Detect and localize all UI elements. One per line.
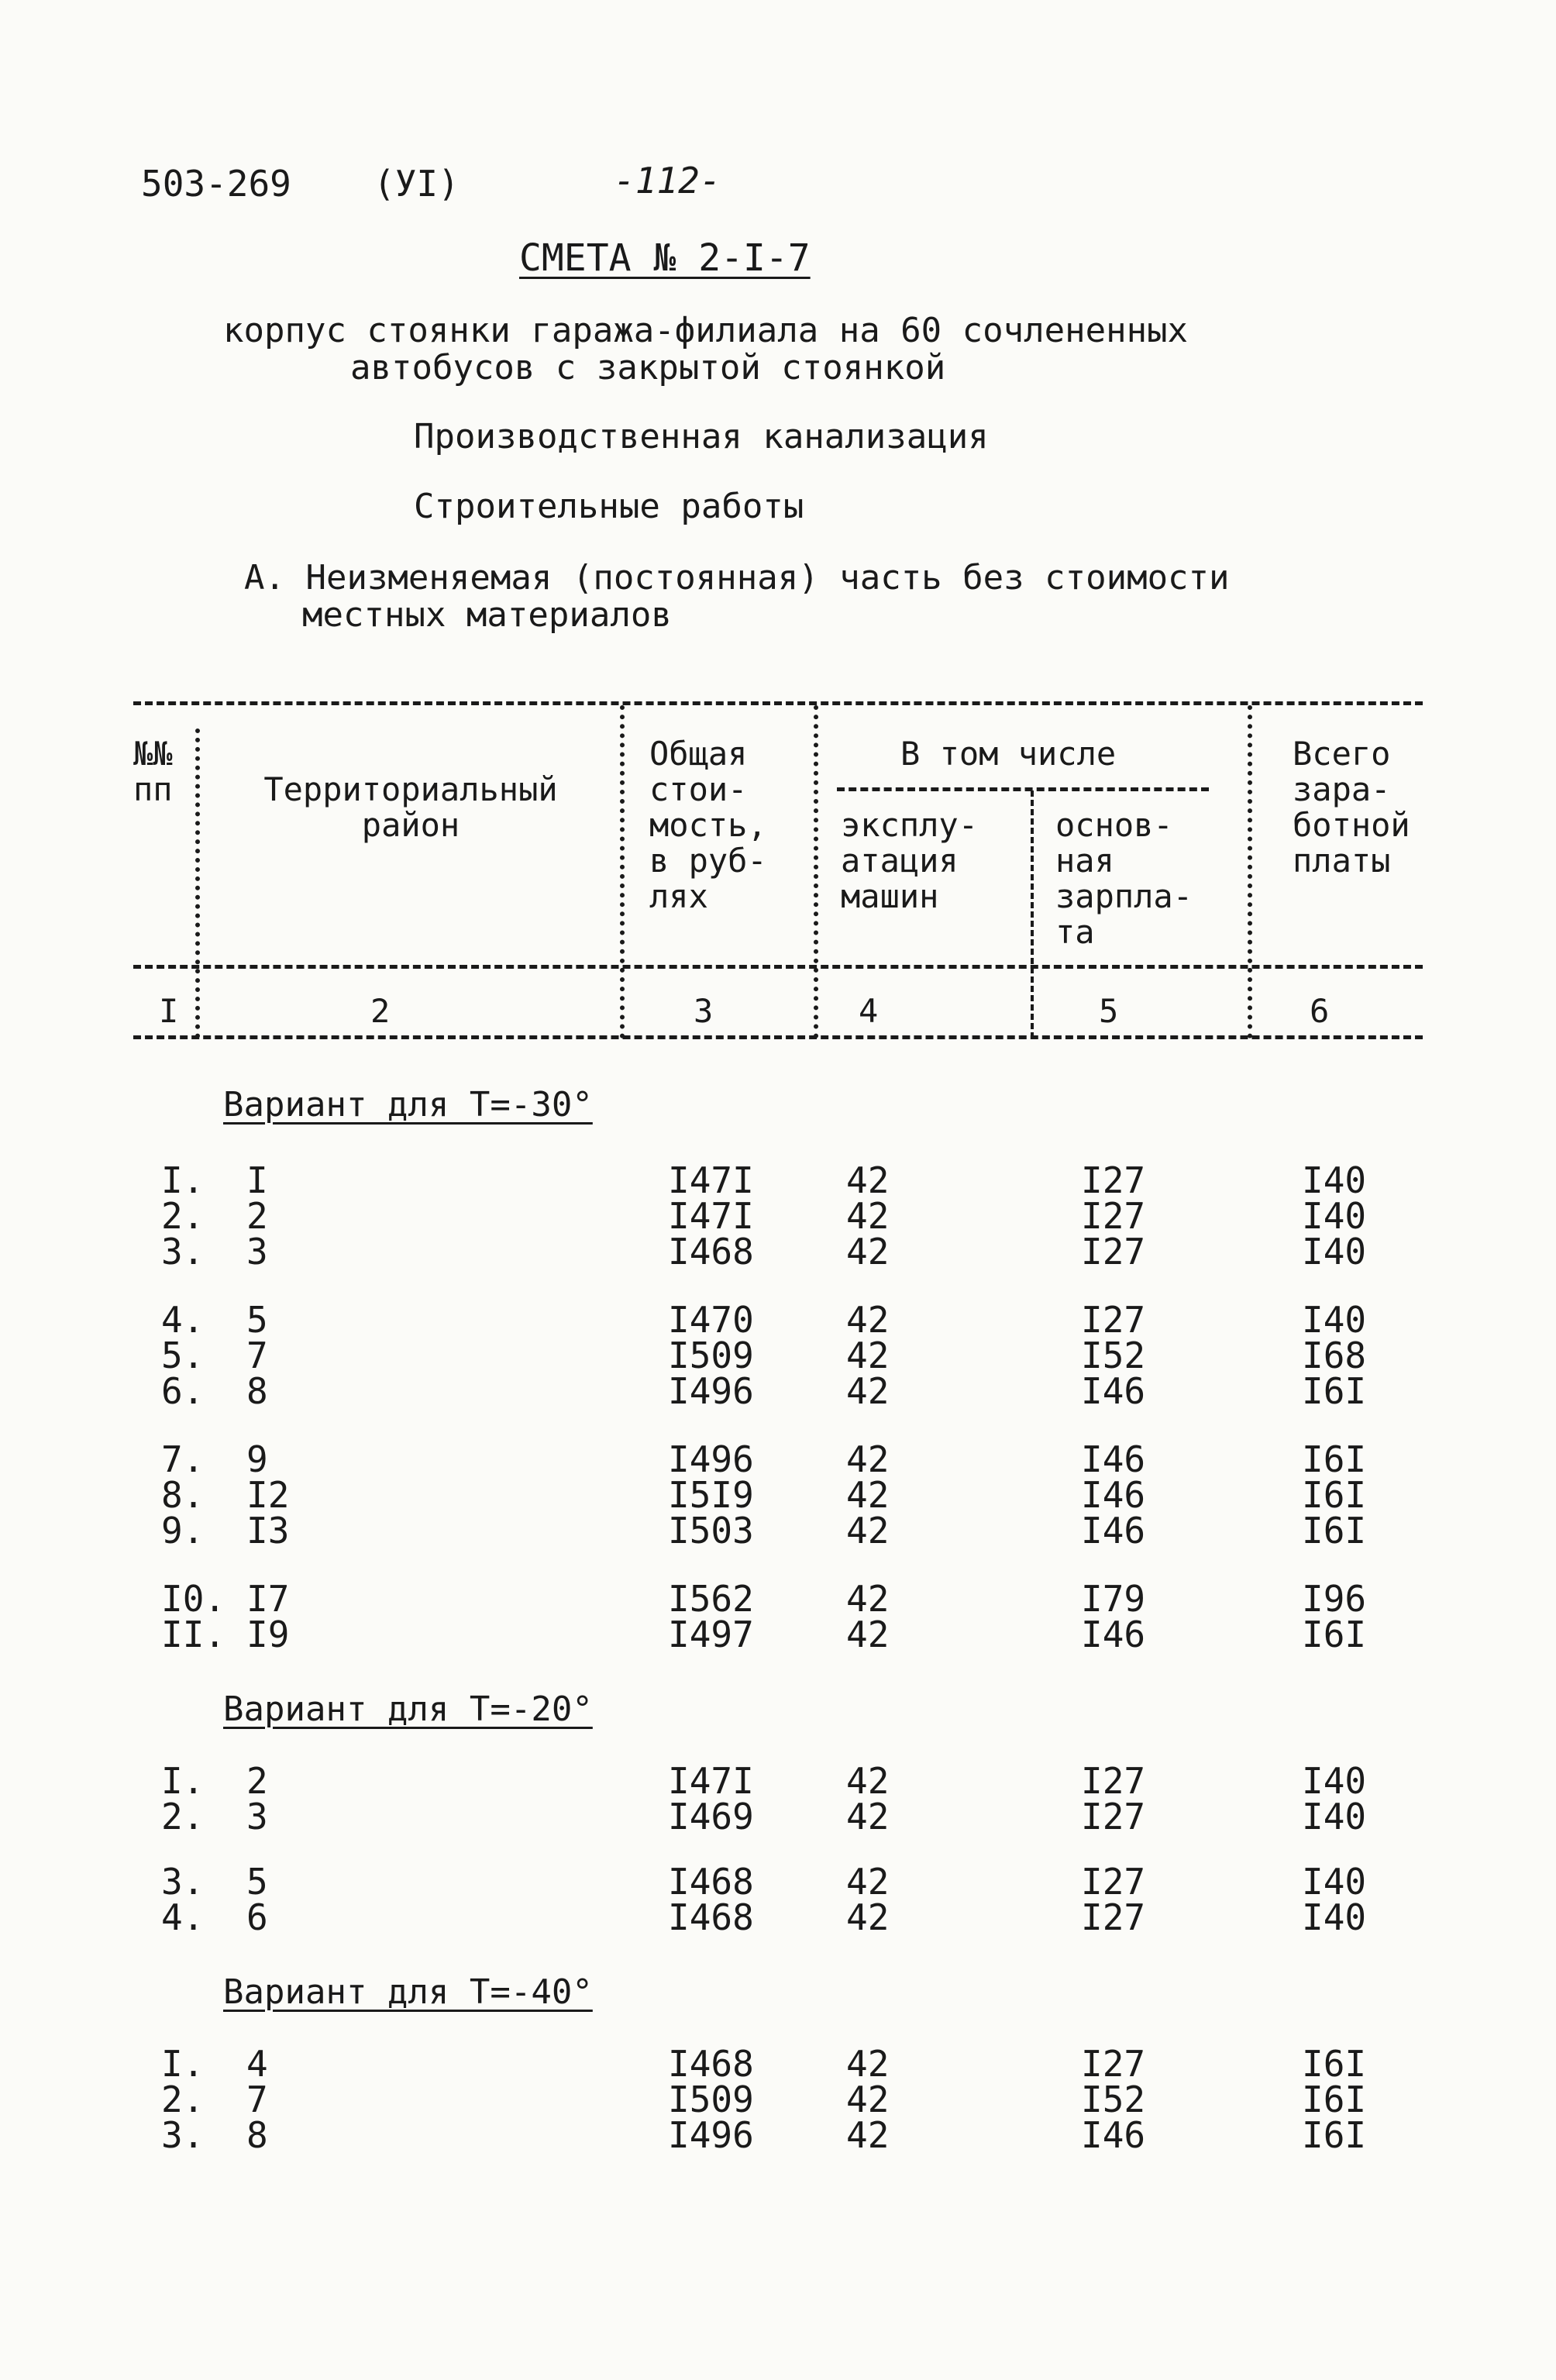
machine-operation-cell: 42 42: [846, 1861, 890, 1938]
part-a-line-2: местных материалов: [302, 595, 672, 635]
column-divider: [814, 705, 818, 1038]
total-cost-cell: I468 I509 I496: [668, 2043, 754, 2156]
territorial-region-cell: I7 I9: [246, 1578, 290, 1655]
subtitle-line-1: корпус стоянки гаража-филиала на 60 сочлененных: [223, 311, 1189, 350]
col-6-header: Всего зара- ботной платы: [1293, 735, 1410, 880]
estimate-title: СМЕТА № 2-I-7: [519, 236, 811, 280]
col-1-header: №№ пп: [133, 735, 173, 808]
machine-operation-cell: 42 42 42: [846, 1159, 890, 1273]
column-number: 2: [370, 992, 391, 1030]
column-divider: [620, 705, 625, 1038]
group-rule: [837, 787, 1209, 791]
column-divider: [1031, 790, 1034, 1038]
variant-heading: Вариант для Т=-20°: [223, 1689, 593, 1729]
base-wages-cell: I27 I27 I27: [1081, 1159, 1146, 1273]
column-number: 5: [1099, 992, 1119, 1030]
header-bottom-rule: [133, 965, 1423, 969]
table-top-rule: [133, 701, 1423, 705]
territorial-region-cell: 2 3: [246, 1760, 268, 1838]
base-wages-cell: I79 I46: [1081, 1578, 1146, 1655]
total-cost-cell: I468 I468: [668, 1861, 754, 1938]
column-divider: [1248, 705, 1252, 1038]
machine-operation-cell: 42 42 42: [846, 1438, 890, 1552]
territorial-region-cell: 4 7 8: [246, 2043, 268, 2156]
total-wages-cell: I40 I40: [1302, 1760, 1367, 1838]
total-wages-cell: I40 I40: [1302, 1861, 1367, 1938]
column-number: 3: [694, 992, 714, 1030]
column-number: 6: [1310, 992, 1330, 1030]
row-number-cell: 3. 4.: [161, 1861, 205, 1938]
territorial-region-cell: I 2 3: [246, 1159, 268, 1273]
total-cost-cell: I47I I47I I468: [668, 1159, 754, 1273]
variant-heading: Вариант для Т=-30°: [223, 1085, 593, 1125]
row-number-cell: I. 2. 3.: [161, 2043, 205, 2156]
works-heading: Строительные работы: [414, 487, 804, 526]
base-wages-cell: I27 I52 I46: [1081, 1299, 1146, 1412]
total-wages-cell: I6I I6I I6I: [1302, 1438, 1367, 1552]
base-wages-cell: I27 I52 I46: [1081, 2043, 1146, 2156]
col-2-header: Территориальный район: [263, 770, 558, 844]
variant-heading: Вариант для Т=-40°: [223, 1972, 593, 2012]
col-5-header: основ- ная зарпла- та: [1055, 806, 1193, 951]
col-3-header: Общая стои- мость, в руб- лях: [649, 735, 767, 915]
machine-operation-cell: 42 42 42: [846, 1299, 890, 1412]
part-a-line-1: А. Неизменяемая (постоянная) часть без стоимости: [244, 558, 1230, 598]
territorial-region-cell: 9 I2 I3: [246, 1438, 290, 1552]
row-number-cell: I. 2. 3.: [161, 1159, 205, 1273]
column-number: I: [159, 992, 179, 1030]
territorial-region-cell: 5 6: [246, 1861, 268, 1938]
column-number-rule: [133, 1035, 1423, 1039]
row-number-cell: I. 2.: [161, 1760, 205, 1838]
row-number-cell: 7. 8. 9.: [161, 1438, 205, 1552]
volume-number: (УI): [374, 163, 460, 205]
total-cost-cell: I496 I5I9 I503: [668, 1438, 754, 1552]
row-number-cell: I0. II.: [161, 1578, 226, 1655]
total-wages-cell: I40 I40 I40: [1302, 1159, 1367, 1273]
total-wages-cell: I96 I6I: [1302, 1578, 1367, 1655]
total-wages-cell: I40 I68 I6I: [1302, 1299, 1367, 1412]
total-cost-cell: I47I I469: [668, 1760, 754, 1838]
col-4-header: эксплу- атация машин: [841, 806, 979, 915]
total-cost-cell: I562 I497: [668, 1578, 754, 1655]
base-wages-cell: I46 I46 I46: [1081, 1438, 1146, 1552]
base-wages-cell: I27 I27: [1081, 1861, 1146, 1938]
total-wages-cell: I6I I6I I6I: [1302, 2043, 1367, 2156]
section-heading: Производственная канализация: [414, 417, 989, 456]
page-number: -112-: [614, 160, 721, 201]
machine-operation-cell: 42 42: [846, 1760, 890, 1838]
territorial-region-cell: 5 7 8: [246, 1299, 268, 1412]
column-divider: [195, 728, 200, 1038]
group-header: В том числе: [900, 735, 1117, 773]
base-wages-cell: I27 I27: [1081, 1760, 1146, 1838]
machine-operation-cell: 42 42 42: [846, 2043, 890, 2156]
column-number: 4: [859, 992, 879, 1030]
total-cost-cell: I470 I509 I496: [668, 1299, 754, 1412]
subtitle-line-2: автобусов с закрытой стоянкой: [350, 348, 946, 387]
row-number-cell: 4. 5. 6.: [161, 1299, 205, 1412]
machine-operation-cell: 42 42: [846, 1578, 890, 1655]
document-code: 503-269: [141, 163, 291, 205]
